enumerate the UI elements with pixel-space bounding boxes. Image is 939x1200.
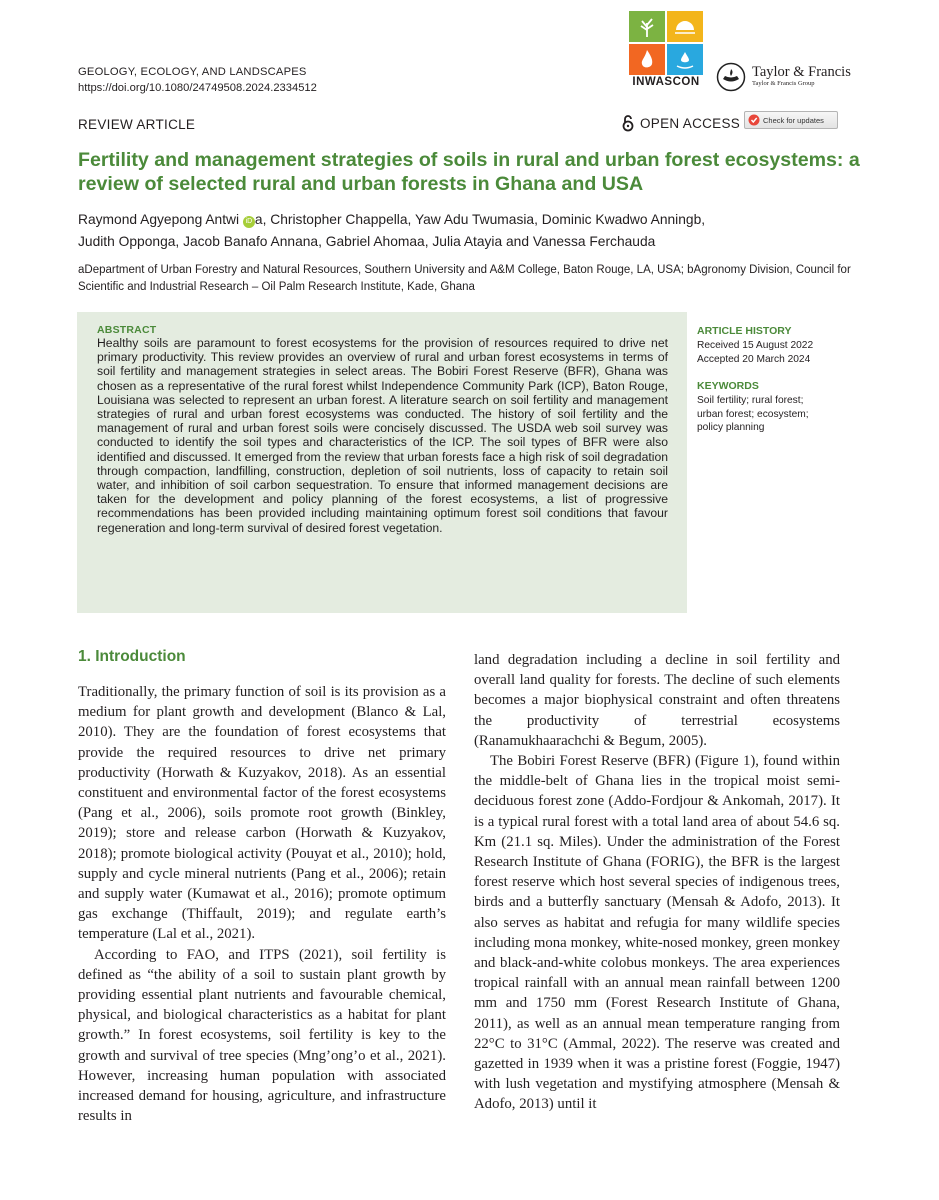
abstract-heading: ABSTRACT [97, 324, 157, 336]
intro-paragraph-3: The Bobiri Forest Reserve (BFR) (Figure 1), found within the middle-belt of Ghana lies in the tropical moist semi-deciduous forest zone (Addo-Fordjour & Ankomah, 2017). It is a typical rural forest with a total land area of about 54.6 sq. Km (21.1 sq. Miles). Under the administration of the Forest Research Institute of Ghana (FORIG), the BFR is the largest forest reserve which host several species of indigenous trees, birds and a butterfly sanctuary (Mensah & Adofo, 2013). It also serves as habitat and refugia for many wildlife species including mona monkey, white-nosed monkey, green monkey and black-and-white colobus monkeys. The area experiences tropical rainfall with an annual mean rainfall between 1200 mm and 1750 mm (Forest Research Institute of Ghana, 2011), as well as an annual mean temperature ranging from 22°C to 31°C (Ammal, 2022). The reserve was created and gazetted in 1939 when it was a pristine forest (Foggie, 1947) with lush vegetation and mystifying atmosphere (Mensah & Adofo, 2013) until it [474, 753, 840, 1113]
intro-paragraph-2-continued: land degradation including a decline in soil fertility and overall land quality for forests. The decline of such elements becomes a major biophysical constraint and often threatens the productivity of terrestrial ecosystems (Ranamukhaarachchi & Begum, 2005). [474, 652, 840, 749]
first-author[interactable]: Raymond Agyepong Antwi [78, 212, 240, 227]
publisher-group: Taylor & Francis Group [752, 80, 815, 87]
inwascon-label: INWASCON [632, 76, 700, 88]
authors-line2: Judith Opponga, Jacob Banafo Annana, Gabriel Ahomaa, Julia Atayia and Vanessa Ferchauda [78, 234, 656, 249]
water-drop-icon [667, 44, 703, 75]
affiliations: aDepartment of Urban Forestry and Natural Resources, Southern University and A&M College, Baton Rouge, LA, USA; bAgronomy Division, Council for Scientific and Industrial Research – Oil Palm Research Institute, Kade, Ghana [78, 264, 851, 293]
open-access-icon [622, 114, 634, 132]
check-for-updates-button[interactable] [744, 111, 838, 129]
right-column [474, 650, 840, 1115]
journal-name: GEOLOGY, ECOLOGY, AND LANDSCAPES [78, 66, 307, 78]
article-history-heading: ARTICLE HISTORY [697, 325, 792, 337]
authors-rest-line1: a, Christopher Chappella, Yaw Adu Twumasia, Dominic Kwadwo Anningb, [254, 212, 706, 227]
cloud-sun-icon [667, 11, 703, 42]
author-list [78, 209, 868, 253]
article-type: REVIEW ARTICLE [78, 117, 196, 132]
taylor-francis-lamp-icon [716, 62, 746, 92]
open-access-label: OPEN ACCESS [640, 116, 741, 131]
tree-icon [629, 11, 665, 42]
intro-paragraph-1: Traditionally, the primary function of soil is its provision as a medium for plant growth and development (Blanco & Lal, 2010). They are the foundation of forest ecosystems that provide the required resources to drive net primary productivity (Horwath & Kuzyakov, 2018). As an essential constituent and environmental factor of the forest ecosystems (Pang et al., 2006), soils promote root growth (Binkley, 2019); store and release carbon (Horwath & Kuzyakov, 2018); promote biological activity (Pouyat et al., 2010); hold, supply and cycle mineral nutrients (Pang et al., 2006); retain and supply water (Kumawat et al., 2016); promote optimum gas exchange (Thiffault, 2019); and regulate earth’s temperature (Lal et al., 2021). [78, 684, 446, 943]
publisher-name: Taylor & Francis [752, 64, 851, 80]
abstract-text: Healthy soils are paramount to forest ecosystems for the provision of resources required to drive net primary productivity. This review provides an overview of rural and urban forest ecosystems in terms of soil fertility and management strategies in select areas. The Bobiri Forest Reserve (BFR), Ghana was chosen as a representative of the rural forest whilst Independence Community Park (ICP), Baton Rouge, Louisiana was selected to represent an urban forest. A literature search on soil fertility and management strategies of rural and urban forest ecosystems was conducted. The history of soil fertility and the management of rural and urban forest soils were concisely discussed. The USDA web soil survey was conducted to identify the soil types and characteristics of the ICP. The soil types of BFR were also identified and discussed. It emerged from the review that urban forests face a high risk of soil degradation through compaction, landfilling, construction, depletion of soil nutrients, loss of capacity to retain soil water, and inhibition of soil carbon sequestration. To ensure that informed management decisions are taken for the development and policy planning of the forest ecosystems, a list of progressive recommendations has been provided including maintaining optimum forest soil conditions that favour regeneration and long-term survival of desired forest vegetation. [97, 336, 668, 535]
article-title: Fertility and management strategies of soils in rural and urban forest ecosystems: a review of selected rural and urban forests in Ghana and USA [78, 149, 860, 195]
intro-paragraph-2: According to FAO, and ITPS (2021), soil fertility is defined as “the ability of a soil to sustain plant growth by providing essential plant nutrients and favourable chemical, physical, and biological characteristics as a habitat for plant growth.” In forest ecosystems, soil fertility is key to the growth and survival of tree species (Mng’ong’o et al., 2021). However, increasing human population with associated increased demand for housing, agriculture, and infrastructure results in [78, 946, 446, 1125]
section-heading-introduction: 1. Introduction [78, 648, 186, 665]
orcid-icon[interactable]: iD [243, 216, 255, 228]
doi-link[interactable]: https://doi.org/10.1080/24749508.2024.2334512 [78, 82, 317, 94]
check-for-updates-label: Check for updates [763, 115, 824, 125]
left-column [78, 682, 446, 1126]
received-date: Received 15 August 2022 [697, 340, 814, 351]
keywords-list: Soil fertility; rural forest; urban forest; ecosystem; policy planning [697, 395, 809, 433]
keywords-heading: KEYWORDS [697, 380, 759, 392]
flame-icon [629, 44, 665, 75]
crossmark-icon [748, 114, 760, 126]
inwascon-logo [629, 11, 703, 75]
accepted-date: Accepted 20 March 2024 [697, 354, 811, 365]
